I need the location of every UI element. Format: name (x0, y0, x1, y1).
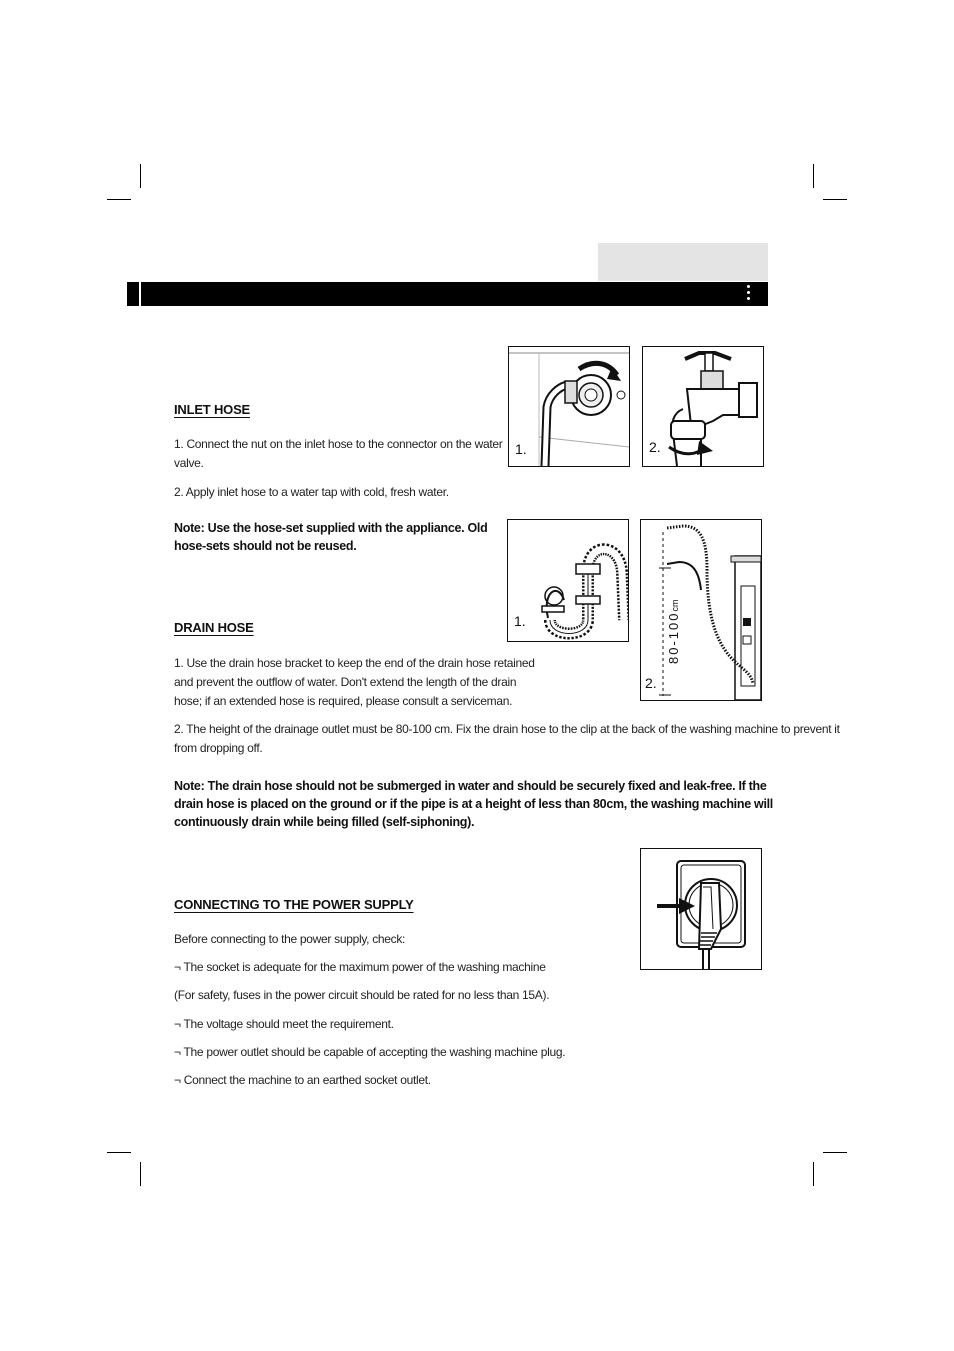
drain-step1-line3: hose; if an extended hose is required, please consult a serviceman. (174, 694, 513, 708)
header-dots (744, 282, 752, 306)
drain-figure-2 (640, 519, 762, 701)
drain-step2-line1: 2. The height of the drainage outlet must be 80-100 cm. Fix the drain hose to the clip at the back of the washing machine to prevent it (174, 722, 840, 736)
crop-mark-bottom-right-v (813, 1162, 814, 1186)
crop-mark-top-left-h (107, 199, 131, 200)
crop-mark-top-right-v (813, 164, 814, 188)
drain-figure-2-label: 2. (645, 675, 657, 691)
inlet-figure-1-label: 1. (515, 441, 527, 457)
power-intro: Before connecting to the power supply, check: (174, 932, 406, 946)
inlet-figure-1 (508, 346, 630, 467)
drain-step1-line1: 1. Use the drain hose bracket to keep the end of the drain hose retained (174, 656, 535, 670)
drain-height-value: 80-100 (666, 611, 681, 664)
crop-mark-bottom-right-h (823, 1152, 847, 1153)
inlet-note-line2: hose-sets should not be reused. (174, 539, 357, 553)
drain-hose-heading: DRAIN HOSE (174, 620, 254, 635)
drain-figure-1 (507, 519, 629, 642)
power-item-3: ¬ The voltage should meet the requirement. (174, 1017, 394, 1031)
inlet-note-line1: Note: Use the hose-set supplied with the appliance. Old (174, 521, 488, 535)
drain-height-label (666, 564, 686, 664)
power-item-2: (For safety, fuses in the power circuit should be rated for no less than 15A). (174, 988, 550, 1002)
power-item-1: ¬ The socket is adequate for the maximum power of the washing machine (174, 960, 546, 974)
inlet-step1-line1: 1. Connect the nut on the inlet hose to the connector on the water (174, 437, 503, 451)
power-plug-figure (640, 848, 762, 970)
drain-note-line2: drain hose is placed on the ground or if the pipe is at a height of less than 80cm, the washing machine will (174, 797, 773, 811)
inlet-hose-heading: INLET HOSE (174, 402, 251, 417)
drain-step2-line2: from dropping off. (174, 741, 263, 755)
power-item-4: ¬ The power outlet should be capable of accepting the washing machine plug. (174, 1045, 566, 1059)
inlet-step1-line2: valve. (174, 456, 204, 470)
inlet-figure-2-label: 2. (649, 439, 661, 455)
crop-mark-bottom-left-v (140, 1162, 141, 1186)
power-item-5: ¬ Connect the machine to an earthed socket outlet. (174, 1073, 431, 1087)
drain-note-line1: Note: The drain hose should not be submerged in water and should be securely fixed and leak-free. If the (174, 779, 767, 793)
drain-figure-1-label: 1. (514, 613, 526, 629)
drain-step1-line2: and prevent the outflow of water. Don't extend the length of the drain (174, 675, 517, 689)
inlet-step2: 2. Apply inlet hose to a water tap with cold, fresh water. (174, 485, 449, 499)
drain-note-line3: continuously drain while being filled (self-siphoning). (174, 815, 475, 829)
crop-mark-top-left-v (140, 164, 141, 188)
header-bar (127, 282, 768, 306)
crop-mark-bottom-left-h (107, 1152, 131, 1153)
power-supply-heading: CONNECTING TO THE POWER SUPPLY (174, 897, 414, 912)
inlet-figure-2 (642, 346, 764, 467)
drain-height-unit: cm (670, 599, 680, 612)
crop-mark-top-right-h (823, 199, 847, 200)
header-tab (598, 243, 768, 281)
